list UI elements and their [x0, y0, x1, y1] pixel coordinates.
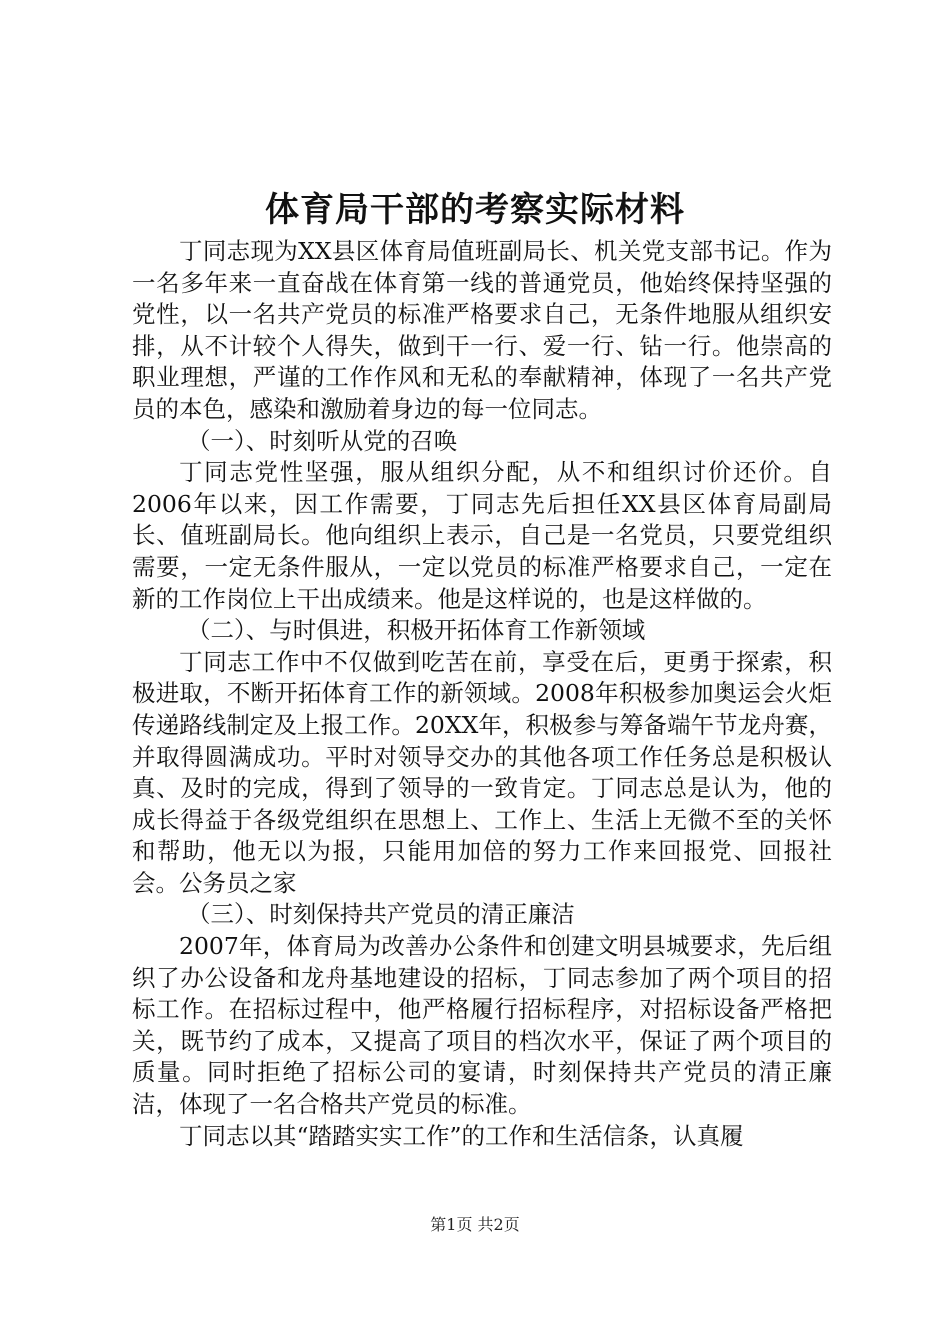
section-heading-1: （一）、时刻听从党的召唤: [187, 426, 458, 455]
paragraph-section-2: 丁同志工作中不仅做到吃苦在前，享受在后，更勇于探索，积极进取，不断开拓体育工作的新领域。2008年积极参加奥运会火炬传递路线制定及上报工作。20XX年，积极参与筹备端午节龙舟赛，并取得圆满成功。平时对领导交办的其他各项工作任务总是积极认真、及时的完成，得到了领导的一致肯定。丁同志总是认为，他的成长得益于各级党组织在思想上、工作上、生活上无微不至的关怀和帮助，他无以为报，只能用加倍的努力工作来回报党、回报社会。公务员之家: [132, 647, 832, 897]
section-heading-3: （三）、时刻保持共产党员的清正廉洁: [187, 900, 575, 929]
document-title: 体育局干部的考察实际材料: [265, 190, 685, 230]
paragraph-closing: 丁同志以其“踏踏实实工作”的工作和生活信条，认真履: [179, 1121, 744, 1150]
document-body: [132, 236, 832, 1152]
paragraph-section-1: 丁同志党性坚强，服从组织分配，从不和组织讨价还价。自2006年以来，因工作需要，丁同志先后担任XX县区体育局副局长、值班副局长。他向组织上表示，自己是一名党员，只要党组织需要，一定无条件服从，一定以党员的标准严格要求自己，一定在新的工作岗位上干出成绩来。他是这样说的，也是这样做的。: [132, 458, 832, 613]
section-heading-2: （二）、与时俱进，积极开拓体育工作新领域: [187, 616, 646, 645]
paragraph-intro: 丁同志现为XX县区体育局值班副局长、机关党支部书记。作为一名多年来一直奋战在体育第一线的普通党员，他始终保持坚强的党性，以一名共产党员的标准严格要求自己，无条件地服从组织安排，从不计较个人得失，做到干一行、爱一行、钻一行。他崇高的职业理想，严谨的工作作风和无私的奉献精神，体现了一名共产党员的本色，感染和激励着身边的每一位同志。: [132, 237, 832, 423]
page-footer: 第1页 共2页: [430, 1215, 520, 1234]
paragraph-section-3: 2007年，体育局为改善办公条件和创建文明县城要求，先后组织了办公设备和龙舟基地建设的招标，丁同志参加了两个项目的招标工作。在招标过程中，他严格履行招标程序，对招标设备严格把关，既节约了成本，又提高了项目的档次水平，保证了两个项目的质量。同时拒绝了招标公司的宴请，时刻保持共产党员的清正廉洁，体现了一名合格共产党员的标准。: [132, 932, 832, 1119]
